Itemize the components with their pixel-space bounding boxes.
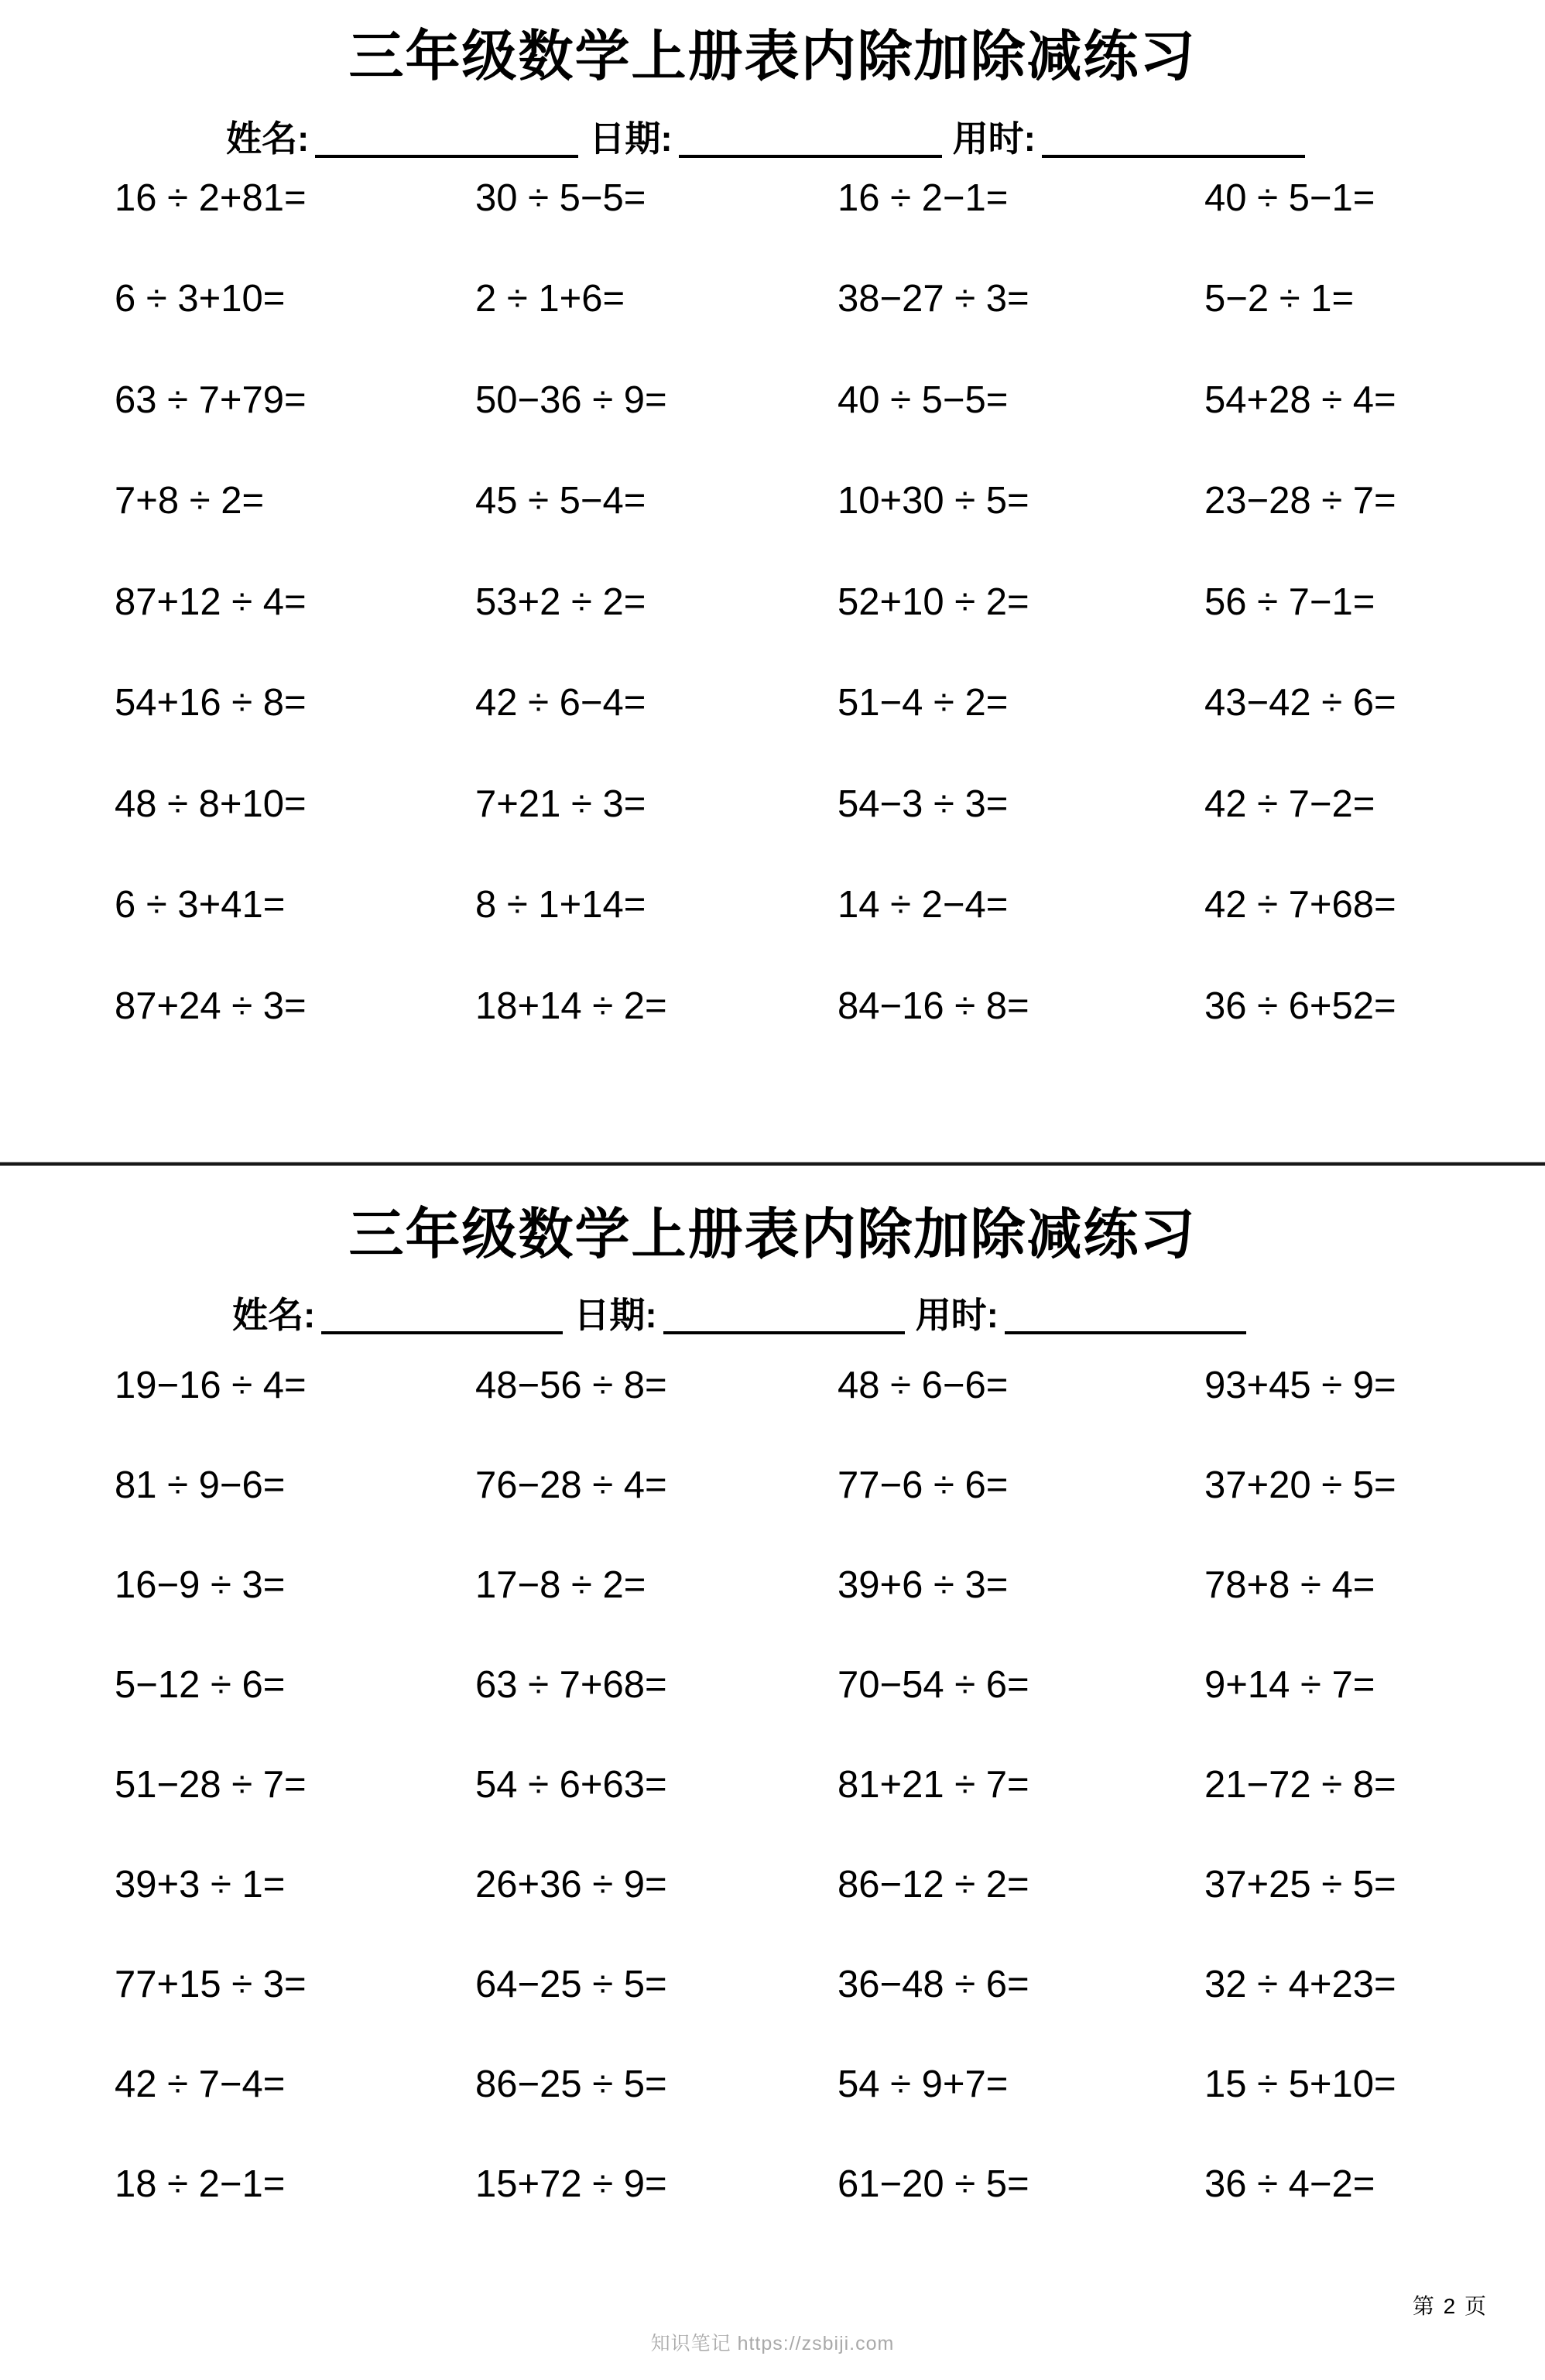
problem: 39+3 ÷ 1= bbox=[115, 1864, 286, 1906]
name-label: 姓名: bbox=[232, 1295, 316, 1335]
problem: 63 ÷ 7+68= bbox=[475, 1664, 667, 1706]
problem: 48 ÷ 6−6= bbox=[838, 1365, 1009, 1406]
problem: 52+10 ÷ 2= bbox=[838, 580, 1029, 623]
problem: 36−48 ÷ 6= bbox=[838, 1964, 1029, 2005]
problem: 23−28 ÷ 7= bbox=[1204, 480, 1396, 522]
problem: 21−72 ÷ 8= bbox=[1204, 1764, 1396, 1806]
page-number: 第 2 页 bbox=[1412, 2294, 1488, 2318]
problem: 16 ÷ 2+81= bbox=[115, 176, 307, 219]
problem: 9+14 ÷ 7= bbox=[1204, 1664, 1375, 1706]
problem: 77−6 ÷ 6= bbox=[838, 1464, 1009, 1506]
page-title: 三年级数学上册表内除加除减练习 bbox=[348, 26, 1197, 87]
problem: 36 ÷ 4−2= bbox=[1204, 2163, 1375, 2205]
problem: 15+72 ÷ 9= bbox=[475, 2163, 667, 2205]
problem: 51−4 ÷ 2= bbox=[838, 682, 1009, 724]
problem: 86−25 ÷ 5= bbox=[475, 2063, 667, 2105]
problem: 77+15 ÷ 3= bbox=[115, 1964, 307, 2005]
problem: 38−27 ÷ 3= bbox=[838, 278, 1029, 320]
problem: 87+24 ÷ 3= bbox=[115, 985, 307, 1027]
problem: 54+28 ÷ 4= bbox=[1204, 378, 1396, 421]
problem: 17−8 ÷ 2= bbox=[475, 1564, 646, 1606]
problem: 54 ÷ 6+63= bbox=[475, 1764, 667, 1806]
problem: 42 ÷ 7−2= bbox=[1204, 782, 1375, 825]
problem: 36 ÷ 6+52= bbox=[1204, 985, 1396, 1027]
problem: 56 ÷ 7−1= bbox=[1204, 580, 1375, 623]
problem: 15 ÷ 5+10= bbox=[1204, 2063, 1396, 2105]
problem: 39+6 ÷ 3= bbox=[838, 1564, 1009, 1606]
problem: 8 ÷ 1+14= bbox=[475, 884, 646, 926]
problem: 26+36 ÷ 9= bbox=[475, 1864, 667, 1906]
problem: 70−54 ÷ 6= bbox=[838, 1664, 1029, 1706]
problem: 37+20 ÷ 5= bbox=[1204, 1464, 1396, 1506]
problem: 40 ÷ 5−5= bbox=[838, 378, 1009, 421]
problem: 53+2 ÷ 2= bbox=[475, 580, 646, 623]
problem: 16−9 ÷ 3= bbox=[115, 1564, 286, 1606]
name-blank-line bbox=[321, 1300, 563, 1334]
problem: 42 ÷ 7−4= bbox=[115, 2063, 286, 2105]
page-title: 三年级数学上册表内除加除减练习 bbox=[348, 1204, 1197, 1265]
problem: 6 ÷ 3+10= bbox=[115, 278, 286, 320]
problem: 78+8 ÷ 4= bbox=[1204, 1564, 1375, 1606]
problem: 6 ÷ 3+41= bbox=[115, 884, 286, 926]
date-label: 日期: bbox=[589, 118, 673, 159]
problem: 7+21 ÷ 3= bbox=[475, 782, 646, 825]
problem: 42 ÷ 7+68= bbox=[1204, 884, 1396, 926]
problem: 19−16 ÷ 4= bbox=[115, 1365, 307, 1406]
problem: 86−12 ÷ 2= bbox=[838, 1864, 1029, 1906]
problem: 50−36 ÷ 9= bbox=[475, 378, 667, 421]
problem: 14 ÷ 2−4= bbox=[838, 884, 1009, 926]
problem: 54+16 ÷ 8= bbox=[115, 682, 307, 724]
problem: 10+30 ÷ 5= bbox=[838, 480, 1029, 522]
problem: 64−25 ÷ 5= bbox=[475, 1964, 667, 2005]
worksheet-page-2 bbox=[0, 1166, 1545, 2380]
problem: 5−2 ÷ 1= bbox=[1204, 278, 1355, 320]
date-label: 日期: bbox=[574, 1295, 657, 1335]
problem: 42 ÷ 6−4= bbox=[475, 682, 646, 724]
problem: 5−12 ÷ 6= bbox=[115, 1664, 286, 1706]
header-fields bbox=[232, 1297, 1257, 1333]
date-blank-line bbox=[663, 1300, 905, 1334]
problem: 84−16 ÷ 8= bbox=[838, 985, 1029, 1027]
problem-grid-page-1 bbox=[115, 148, 1530, 1057]
problem: 7+8 ÷ 2= bbox=[115, 480, 265, 522]
problem: 18 ÷ 2−1= bbox=[115, 2163, 286, 2205]
problem-grid-page-2 bbox=[115, 1336, 1530, 2234]
name-label: 姓名: bbox=[226, 118, 310, 159]
problem: 63 ÷ 7+79= bbox=[115, 378, 307, 421]
problem: 61−20 ÷ 5= bbox=[838, 2163, 1029, 2205]
problem: 76−28 ÷ 4= bbox=[475, 1464, 667, 1506]
problem: 45 ÷ 5−4= bbox=[475, 480, 646, 522]
problem: 54−3 ÷ 3= bbox=[838, 782, 1009, 825]
problem: 81 ÷ 9−6= bbox=[115, 1464, 286, 1506]
problem: 16 ÷ 2−1= bbox=[838, 176, 1009, 219]
problem: 30 ÷ 5−5= bbox=[475, 176, 646, 219]
problem: 43−42 ÷ 6= bbox=[1204, 682, 1396, 724]
watermark: 知识笔记 https://zsbiji.com bbox=[650, 2333, 895, 2354]
problem: 2 ÷ 1+6= bbox=[475, 278, 625, 320]
time-blank-line bbox=[1005, 1300, 1246, 1334]
problem: 93+45 ÷ 9= bbox=[1204, 1365, 1396, 1406]
problem: 51−28 ÷ 7= bbox=[115, 1764, 307, 1806]
problem: 54 ÷ 9+7= bbox=[838, 2063, 1009, 2105]
worksheet-page-1 bbox=[0, 0, 1545, 1163]
time-label: 用时: bbox=[915, 1295, 999, 1335]
problem: 40 ÷ 5−1= bbox=[1204, 176, 1375, 219]
problem: 87+12 ÷ 4= bbox=[115, 580, 307, 623]
problem: 37+25 ÷ 5= bbox=[1204, 1864, 1396, 1906]
problem: 48 ÷ 8+10= bbox=[115, 782, 307, 825]
problem: 81+21 ÷ 7= bbox=[838, 1764, 1029, 1806]
problem: 18+14 ÷ 2= bbox=[475, 985, 667, 1027]
problem: 48−56 ÷ 8= bbox=[475, 1365, 667, 1406]
problem: 32 ÷ 4+23= bbox=[1204, 1964, 1396, 2005]
time-label: 用时: bbox=[952, 118, 1036, 159]
